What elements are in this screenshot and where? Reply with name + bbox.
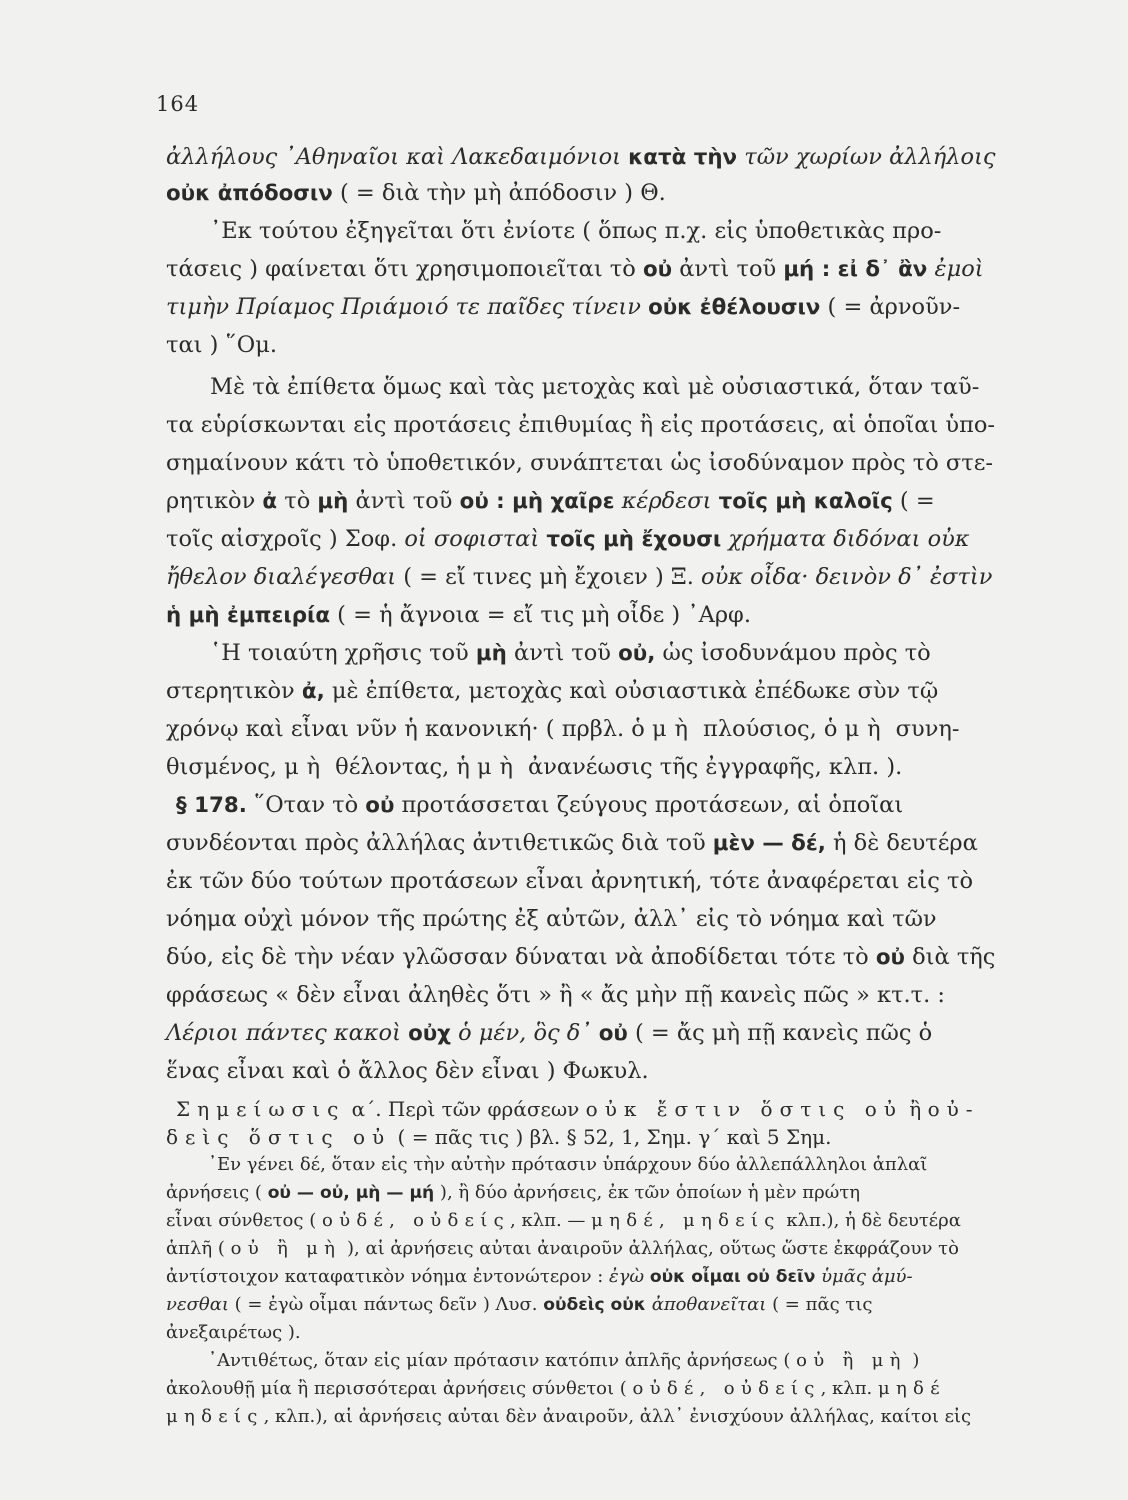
page-number: 164	[156, 92, 200, 116]
text-line	[208, 1152, 927, 1177]
text-segment: α΄. Περὶ τῶν φράσεων	[345, 1097, 586, 1121]
italic-text: Λέριοι πάντες κακοὶ	[166, 1020, 409, 1046]
text-segment: ἀντὶ τοῦ	[672, 256, 784, 282]
text-segment: ῞Οταν τὸ	[246, 792, 366, 818]
italic-text: νεσθαι	[166, 1294, 229, 1315]
spaced-text: οὐδέ, οὐδείς	[321, 1210, 511, 1231]
text-line	[166, 1320, 301, 1345]
text-segment: , κλπ.	[820, 1378, 878, 1399]
text-line	[166, 714, 959, 744]
text-segment: ρητικὸν	[166, 488, 263, 514]
text-segment: στερητικὸν	[166, 678, 302, 704]
text-line	[166, 1180, 860, 1206]
text-line	[166, 866, 973, 896]
text-segment: ἀντὶ τοῦ	[348, 488, 460, 514]
text-segment: ( = ἀρνοῦν-	[820, 294, 961, 320]
text-line	[166, 486, 935, 517]
text-segment: ( = διὰ τὴν μὴ ἀπόδοσιν ) Θ.	[332, 180, 666, 206]
text-line	[166, 1208, 961, 1233]
bold-text: μὲν — δέ,	[712, 831, 826, 856]
text-segment: ται ) ῞Ομ.	[166, 332, 278, 358]
text-segment: ἀντίστοιχον καταφατικὸν νόημα ἐντονώτερον :	[166, 1266, 610, 1287]
bold-text: § 178.	[176, 793, 247, 818]
text-segment: ( = ἐγὼ οἶμαι πάντως δεῖν ) Λυσ.	[228, 1294, 544, 1315]
text-line	[166, 292, 960, 323]
text-segment: κλπ.), ἡ δὲ δευτέρα	[780, 1210, 961, 1231]
italic-text: τιμὴν Πρίαμος Πριάμοιό τε παῖδες τίνειν	[166, 294, 649, 320]
bold-text: οὐ	[875, 945, 905, 970]
italic-text: χρήματα διδόναι οὐκ	[721, 526, 970, 552]
text-segment: ἢ	[902, 1097, 928, 1121]
text-segment: ἀνεξαιρέτως ).	[166, 1322, 301, 1343]
text-line	[176, 790, 903, 821]
text-segment: , κλπ. —	[510, 1210, 592, 1231]
text-segment: προτάσσεται ζεύγους προτάσεων, αἱ ὁποῖαι	[394, 792, 904, 818]
text-line	[176, 1096, 980, 1123]
text-line	[210, 638, 931, 669]
bold-text: οὐ	[598, 1021, 628, 1046]
text-segment: ἡ δὲ δευτέρα	[825, 830, 978, 856]
bold-text: οὐκ ἀπόδοσιν	[166, 181, 333, 206]
text-segment: φράσεως « δὲν εἶναι ἀληθὲς ὅτι » ἢ « ἄς μὴν πῇ κανεὶς πῶς » κτ.τ. :	[166, 982, 945, 1008]
text-line	[166, 410, 995, 440]
text-segment: θισμένος,	[166, 754, 285, 780]
text-line	[166, 1292, 873, 1318]
spaced-text: μηδέ	[877, 1378, 946, 1399]
text-line	[166, 562, 992, 592]
text-segment: ( = ἡ ἄγνοια = εἴ τις μὴ οἶδε ) ᾿Αρφ.	[330, 602, 751, 628]
bold-text: οὐκ ἐθέλουσιν	[648, 295, 821, 320]
italic-text: ἐγὼ	[609, 1266, 650, 1287]
text-segment: πλούσιος, ὁ	[695, 716, 845, 742]
text-segment: ῾Η τοιαύτη χρῆσις τοῦ	[210, 640, 476, 666]
text-segment: τα εὑρίσκωνται εἰς προτάσεις ἐπιθυμίας ἢ εἰς προτάσεις, αἱ ὁποῖαι ὑπο-	[166, 412, 996, 438]
text-line	[166, 524, 970, 555]
bold-text: κατὰ τὴν	[628, 145, 738, 170]
text-segment: ἁπλῆ (	[166, 1238, 231, 1259]
text-segment: Μὲ τὰ ἐπίθετα ὅμως καὶ τὰς μετοχὰς καὶ μὲ οὐσιαστικά, ὅταν ταῦ-	[210, 374, 980, 400]
text-segment: ), ἢ δύο ἀρνήσεις, ἐκ τῶν ὁποίων ἡ μὲν πρώτη	[434, 1182, 861, 1203]
text-segment: ( = πᾶς τις ) βλ. § 52, 1, Σημ. γ΄ καὶ 5 Σημ.	[391, 1125, 832, 1149]
text-line	[166, 1056, 649, 1086]
text-line	[166, 254, 984, 285]
text-line	[166, 448, 993, 478]
bold-text: τοῖς μὴ καλοῖς	[718, 489, 893, 514]
text-segment: ἕνας εἶναι καὶ ὁ ἄλλος δὲν εἶναι ) Φωκυλ.	[166, 1058, 649, 1084]
spaced-text: οὐδέ, οὐδείς	[632, 1378, 821, 1399]
text-segment: σημαίνουν κάτι τὸ ὑποθετικόν, συνάπτεται ὡς ἰσοδύναμον πρὸς τὸ στε-	[166, 450, 993, 476]
bold-text: μὴ	[317, 489, 349, 514]
bold-text: οὐδεὶς οὐκ	[543, 1295, 646, 1315]
text-line	[166, 1018, 932, 1049]
text-segment: ἀντὶ τοῦ	[506, 640, 619, 666]
spaced-text: οὐ ἢ μὴ	[230, 1238, 342, 1259]
spaced-text: Σημείωσις	[176, 1097, 346, 1121]
text-segment: τὸ	[277, 488, 318, 514]
text-segment: ( = εἴ τινες μὴ ἔχοιεν ) Ξ.	[396, 564, 702, 590]
text-line	[166, 904, 937, 934]
text-segment: ᾿Αντιθέτως, ὅταν εἰς μίαν πρότασιν κατόπιν ἁπλῆς ἀρνήσεως (	[208, 1350, 797, 1371]
spaced-text: οὐ-	[927, 1097, 980, 1121]
text-segment: ἐκ τῶν δύο τούτων προτάσεων εἶναι ἀρνητική, τότε ἀναφέρεται εἰς τὸ	[166, 868, 974, 894]
text-segment: θέλοντας, ἡ	[328, 754, 478, 780]
spaced-text: μηδείς	[166, 1406, 264, 1427]
text-line	[166, 752, 902, 782]
text-line	[166, 942, 995, 973]
text-line	[208, 1348, 919, 1373]
spaced-text: μὴ	[477, 754, 521, 780]
spaced-text: δεὶς ὅστις οὐ	[166, 1125, 392, 1149]
text-line	[166, 1264, 913, 1290]
bold-text: μὴ	[475, 641, 507, 666]
italic-text: ὑμᾶς ἀμύ-	[815, 1266, 913, 1287]
bold-text: οὐ	[642, 257, 673, 282]
italic-text: ὁ μέν, ὃς δ᾿	[450, 1020, 599, 1046]
bold-text: ἀ	[262, 489, 278, 514]
bold-text: οὐχ	[408, 1021, 451, 1046]
text-line	[210, 216, 941, 246]
text-segment: ἀκολουθῇ μία ἢ περισσότεραι ἀρνήσεις σύνθετοι (	[166, 1378, 633, 1399]
text-line	[166, 1124, 831, 1151]
bold-text: οὐ	[365, 793, 395, 818]
italic-text: τῶν χωρίων ἀλλήλοις	[737, 144, 996, 170]
text-line	[166, 676, 938, 707]
italic-text: ἐμοὶ	[927, 256, 984, 282]
text-line	[166, 828, 978, 859]
text-line	[210, 372, 979, 402]
text-segment: τοῖς αἰσχροῖς ) Σοφ.	[166, 526, 405, 552]
text-segment: τάσεις ) φαίνεται ὅτι χρησιμοποιεῖται τὸ	[166, 256, 643, 282]
text-segment: ( = ἄς μὴ πῇ κανεὶς πῶς ὁ	[627, 1020, 933, 1046]
text-segment: διὰ τῆς	[904, 944, 996, 970]
text-segment: ᾿Εκ τούτου ἐξηγεῖται ὅτι ἐνίοτε ( ὅπως π.χ. εἰς ὑποθετικὰς προ-	[210, 218, 942, 244]
text-line	[166, 178, 666, 209]
italic-text: κέρδεσι	[614, 488, 719, 514]
text-line	[166, 1404, 971, 1429]
italic-text: ἤθελον διαλέγεσθαι	[166, 564, 397, 590]
text-line	[166, 1376, 946, 1401]
text-line	[166, 1236, 959, 1261]
text-segment: συνη-	[888, 716, 960, 742]
spaced-text: μὴ	[284, 754, 328, 780]
text-segment: ( = πᾶς τις	[766, 1294, 873, 1315]
text-line	[166, 142, 996, 173]
spaced-text: μὴ	[652, 716, 696, 742]
italic-text: ἀποθανεῖται	[645, 1294, 767, 1315]
spaced-text: οὐ ἢ μὴ	[796, 1350, 907, 1371]
text-segment: μὲ ἐπίθετα, μετοχὰς καὶ οὐσιαστικὰ ἐπέδωκε σὺν τῷ	[324, 678, 939, 704]
text-segment: εἶναι σύνθετος (	[166, 1210, 322, 1231]
text-segment: νόημα οὐχὶ μόνον τῆς πρώτης ἐξ αὐτῶν, ἀλλ᾿ εἰς τὸ νόημα καὶ τῶν	[166, 906, 937, 932]
bold-text: ἀ,	[301, 679, 325, 704]
text-segment: ἀνανέωσις τῆς ἐγγραφῆς, κλπ. ).	[520, 754, 903, 780]
text-segment: ), αἱ ἀρνήσεις αὐται ἀναιροῦν ἀλλήλας, οὕτως ὥστε ἐκφράζουν τὸ	[341, 1238, 959, 1259]
italic-text: ἀλλήλους ᾿Αθηναῖοι καὶ Λακεδαιμόνιοι	[166, 144, 629, 170]
text-segment: ( =	[892, 488, 935, 514]
spaced-text: μηδέ, μηδείς	[591, 1210, 781, 1231]
bold-text: ἡ μὴ ἐμπειρία	[166, 603, 331, 628]
text-segment: , κλπ.), αἱ ἀρνήσεις αὐται δὲν ἀναιροῦν, ἀλλ᾿ ἐνισχύουν ἀλλήλας, καίτοι εἰς	[263, 1406, 972, 1427]
bold-text: οὐ : μὴ χαῖρε	[459, 489, 615, 514]
bold-text: οὐ,	[618, 641, 656, 666]
text-segment: ᾿Εν γένει δέ, ὅταν εἰς τὴν αὐτὴν πρότασιν ὑπάρχουν δύο ἀλλεπάλληλοι ἁπλαῖ	[208, 1154, 928, 1175]
bold-text: οὐ — οὐ, μὴ — μή	[267, 1183, 435, 1203]
text-segment: χρόνῳ καὶ εἶναι νῦν ἡ κανονική· ( πρβλ. ὁ	[166, 716, 653, 742]
text-segment: ἀρνήσεις (	[166, 1182, 268, 1203]
text-line	[166, 330, 277, 360]
spaced-text: μὴ	[844, 716, 889, 742]
spaced-text: οὐκ ἔστιν ὅστις οὐ	[585, 1097, 903, 1121]
italic-text: οὐκ οἶδα· δεινὸν δ᾿ ἐστὶν	[701, 564, 993, 590]
text-line	[166, 600, 751, 631]
bold-text: τοῖς μὴ ἔχουσι	[546, 527, 722, 552]
text-segment: ὡς ἰσοδυνάμου πρὸς τὸ	[655, 640, 931, 666]
italic-text: οἱ σοφισταὶ	[404, 526, 547, 552]
bold-text: μή : εἰ δ᾿ ἂν	[783, 257, 928, 282]
text-segment: )	[906, 1350, 920, 1371]
text-line	[166, 980, 945, 1010]
text-segment: συνδέονται πρὸς ἀλλήλας ἀντιθετικῶς διὰ τοῦ	[166, 830, 713, 856]
text-segment: δύο, εἰς δὲ τὴν νέαν γλῶσσαν δύναται νὰ ἀποδίδεται τότε τὸ	[166, 944, 876, 970]
bold-text: οὐκ οἶμαι οὐ δεῖν	[649, 1267, 816, 1287]
